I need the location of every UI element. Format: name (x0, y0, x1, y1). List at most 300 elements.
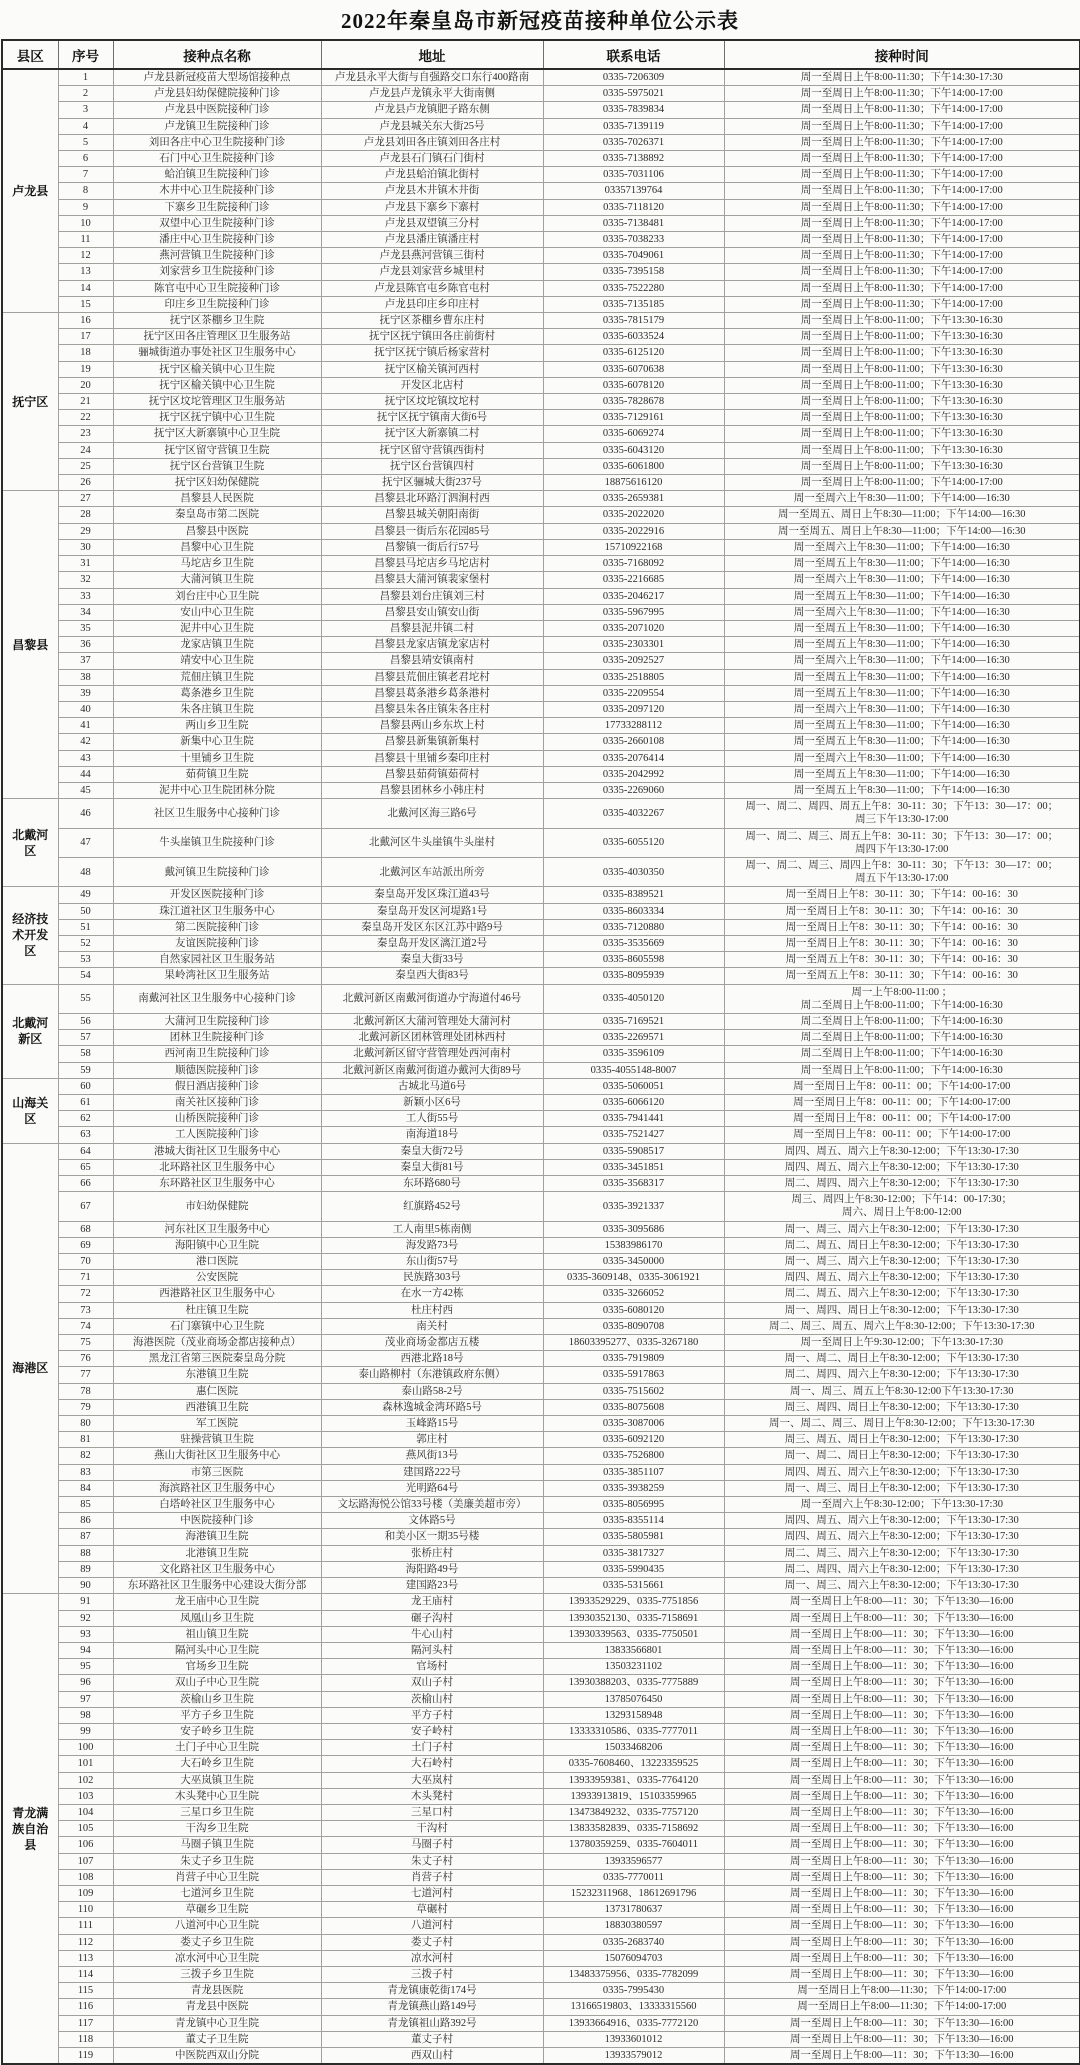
seq-cell: 54 (58, 968, 113, 984)
address-cell: 卢龙县城关东大街25号 (321, 118, 543, 134)
phone-cell: 18875616120 (543, 475, 724, 491)
time-cell: 周一至周日上午8:00—11：30；下午13:30—16:00 (724, 1675, 1080, 1691)
phone-cell: 0335-7515602 (543, 1383, 724, 1399)
phone-cell: 0335-7815179 (543, 313, 724, 329)
site-name-cell: 海港医院（茂业商场金都店接种点） (113, 1335, 321, 1351)
site-name-cell: 海港镇卫生院 (113, 1529, 321, 1545)
site-name-cell: 开发区医院接种门诊 (113, 887, 321, 903)
seq-cell: 85 (58, 1497, 113, 1513)
address-cell: 泰山路58-2号 (321, 1383, 543, 1399)
site-name-cell: 三星口乡卫生院 (113, 1804, 321, 1820)
site-name-cell: 大蒲河卫生院接种门诊 (113, 1013, 321, 1029)
phone-cell: 0335-3087006 (543, 1416, 724, 1432)
phone-cell: 13780359259、0335-7604011 (543, 1837, 724, 1853)
header-county: 县区 (2, 40, 58, 69)
phone-cell: 0335-2076414 (543, 750, 724, 766)
phone-cell: 0335-8090708 (543, 1318, 724, 1334)
time-cell: 周一至周日上午8:00-11:30；下午14:00-17:00 (724, 134, 1080, 150)
address-cell: 杜庄村西 (321, 1302, 543, 1318)
table-row (2, 1918, 1080, 1934)
time-cell: 周一至周六上午8:30-12:00；下午13:30-17:30 (724, 1497, 1080, 1513)
seq-cell: 89 (58, 1561, 113, 1577)
phone-cell: 0335-2092527 (543, 653, 724, 669)
seq-cell: 115 (58, 1983, 113, 1999)
address-cell: 北戴河区牛头崖镇牛头崖村 (321, 828, 543, 857)
time-cell: 周四、周五、周六上午8:30-12:00；下午13:30-17:30 (724, 1529, 1080, 1545)
phone-cell: 0335-3451851 (543, 1159, 724, 1175)
address-cell: 凉水河村 (321, 1950, 543, 1966)
seq-cell: 75 (58, 1335, 113, 1351)
site-name-cell: 驻操营镇卫生院 (113, 1432, 321, 1448)
phone-cell: 0335-8095939 (543, 968, 724, 984)
seq-cell: 15 (58, 296, 113, 312)
county-cell: 经济技术开发区 (2, 887, 58, 984)
site-name-cell: 戴河镇卫生院接种门诊 (113, 857, 321, 886)
site-name-cell: 市妇幼保健院 (113, 1192, 321, 1221)
site-name-cell: 大石岭乡卫生院 (113, 1756, 321, 1772)
site-name-cell: 第二医院接种门诊 (113, 919, 321, 935)
table-row (2, 1853, 1080, 1869)
address-cell: 双山子村 (321, 1675, 543, 1691)
phone-cell: 0335-2303301 (543, 637, 724, 653)
address-cell: 北戴河新区团林管理处团林西村 (321, 1030, 543, 1046)
site-name-cell: 刘家营乡卫生院接种门诊 (113, 264, 321, 280)
time-cell: 周一至周日上午8:00—11：30；下午13:30—16:00 (724, 2047, 1080, 2064)
table-row (2, 134, 1080, 150)
site-name-cell: 马圈子镇卫生院 (113, 1837, 321, 1853)
phone-cell: 0335-8075608 (543, 1399, 724, 1415)
table-body (2, 69, 1080, 2064)
table-row (2, 1159, 1080, 1175)
table-row (2, 903, 1080, 919)
address-cell: 抚宁区抚宁镇后杨家营村 (321, 345, 543, 361)
county-cell: 卢龙县 (2, 69, 58, 313)
time-cell: 周一至周五上午8:30—11:00；下午14:00—16:30 (724, 588, 1080, 604)
phone-cell: 03357139764 (543, 183, 724, 199)
time-cell: 周一至周日上午9:30-12:00；下午13:30-17:30 (724, 1335, 1080, 1351)
address-cell: 昌黎县十里铺乡秦印庄村 (321, 750, 543, 766)
address-cell: 海发路73号 (321, 1237, 543, 1253)
seq-cell: 18 (58, 345, 113, 361)
address-cell: 牛心山村 (321, 1626, 543, 1642)
address-cell: 文坛路海悦公馆33号楼（美廉美超市旁） (321, 1497, 543, 1513)
address-cell: 昌黎县城关朝阳南街 (321, 507, 543, 523)
time-cell: 周一至周日上午8:00—11：30；下午13:30—16:00 (724, 1707, 1080, 1723)
site-name-cell: 西港镇卫生院 (113, 1399, 321, 1415)
site-name-cell: 朱丈子乡卫生院 (113, 1853, 321, 1869)
time-cell: 周一至周日上午8：00-11：00；下午14:00-17:00 (724, 1127, 1080, 1143)
table-row (2, 232, 1080, 248)
time-cell: 周一、周二、周三、周日上午8:30-12:00；下午13:30-17:30 (724, 1416, 1080, 1432)
table-row (2, 653, 1080, 669)
seq-cell: 33 (58, 588, 113, 604)
seq-cell: 61 (58, 1095, 113, 1111)
table-row (2, 1143, 1080, 1159)
address-cell: 昌黎县泥井镇二村 (321, 620, 543, 636)
seq-cell: 63 (58, 1127, 113, 1143)
time-cell: 周一至周日上午8:00—11：30；下午13:30—16:00 (724, 1934, 1080, 1950)
time-cell: 周一至周日上午8：30-11：30；下午14：00-16：30 (724, 919, 1080, 935)
table-row (2, 572, 1080, 588)
site-name-cell: 两山乡卫生院 (113, 718, 321, 734)
time-cell: 周一、周二、周日上午8:30-12:00；下午13:30-17:30 (724, 1448, 1080, 1464)
table-row (2, 1192, 1080, 1221)
site-name-cell: 港口医院 (113, 1254, 321, 1270)
time-cell: 周一至周日上午8:00—11：30；下午13:30—16:00 (724, 1756, 1080, 1772)
table-row (2, 887, 1080, 903)
phone-cell: 15710922168 (543, 539, 724, 555)
seq-cell: 11 (58, 232, 113, 248)
site-name-cell: 卢龙镇卫生院接种门诊 (113, 118, 321, 134)
table-row (2, 669, 1080, 685)
phone-cell: 0335-4050120 (543, 984, 724, 1013)
seq-cell: 81 (58, 1432, 113, 1448)
seq-cell: 91 (58, 1594, 113, 1610)
table-row (2, 313, 1080, 329)
address-cell: 昌黎县大蒲河镇裴家堡村 (321, 572, 543, 588)
time-cell: 周一至周五上午8:30—11:00；下午14:00—16:30 (724, 685, 1080, 701)
seq-cell: 24 (58, 442, 113, 458)
seq-cell: 49 (58, 887, 113, 903)
phone-cell: 0335-2660108 (543, 734, 724, 750)
table-row (2, 539, 1080, 555)
time-cell: 周三、周五、周日上午8:30-12:00；下午13:30-17:30 (724, 1432, 1080, 1448)
site-name-cell: 顺德医院接种门诊 (113, 1062, 321, 1078)
seq-cell: 98 (58, 1707, 113, 1723)
table-row (2, 1902, 1080, 1918)
address-cell: 碾子沟村 (321, 1610, 543, 1626)
time-cell: 周一至周日上午8:00—11：30；下午13:30—16:00 (724, 1966, 1080, 1982)
site-name-cell: 中医院西双山分院 (113, 2047, 321, 2064)
table-row (2, 1691, 1080, 1707)
phone-cell: 0335-2042992 (543, 766, 724, 782)
county-cell: 抚宁区 (2, 313, 58, 491)
site-name-cell: 朱各庄镇卫生院 (113, 701, 321, 717)
address-cell: 秦皇岛开发区河堤路1号 (321, 903, 543, 919)
time-cell: 周一至周五、周日上午8:30—11:00；下午14:00—16:30 (724, 523, 1080, 539)
address-cell: 西双山村 (321, 2047, 543, 2064)
address-cell: 抚宁区抚宁镇田各庄前街村 (321, 329, 543, 345)
site-name-cell: 昌黎中心卫生院 (113, 539, 321, 555)
time-cell: 周一、周二、周三、周四上午8：30-11：30；下午13：30—17：00； 周五下午13:30-17:00 (724, 857, 1080, 886)
seq-cell: 101 (58, 1756, 113, 1772)
time-cell: 周一至周五上午8：30-11：30；下午14：00-16：30 (724, 952, 1080, 968)
table-row (2, 685, 1080, 701)
phone-cell: 13503231102 (543, 1659, 724, 1675)
table-row (2, 1062, 1080, 1078)
site-name-cell: 木井中心卫生院接种门诊 (113, 183, 321, 199)
seq-cell: 40 (58, 701, 113, 717)
site-name-cell: 军工医院 (113, 1416, 321, 1432)
phone-cell: 0335-6078120 (543, 377, 724, 393)
table-row (2, 1885, 1080, 1901)
table-row (2, 1594, 1080, 1610)
time-cell: 周一至周日上午8:00—11：30；下午13:30—16:00 (724, 1950, 1080, 1966)
table-row (2, 1335, 1080, 1351)
phone-cell: 0335-7135185 (543, 296, 724, 312)
phone-cell: 0335-7168092 (543, 556, 724, 572)
site-name-cell: 大蒲河镇卫生院 (113, 572, 321, 588)
table-row (2, 782, 1080, 798)
time-cell: 周一至周日上午8:00-11:00；下午13:30-16:30 (724, 410, 1080, 426)
time-cell: 周一至周五上午8:30—11:00；下午14:00—16:30 (724, 766, 1080, 782)
phone-cell: 0335-8603334 (543, 903, 724, 919)
table-row (2, 523, 1080, 539)
site-name-cell: 刘田各庄中心卫生院接种门诊 (113, 134, 321, 150)
seq-cell: 104 (58, 1804, 113, 1820)
seq-cell: 95 (58, 1659, 113, 1675)
phone-cell: 0335-5805981 (543, 1529, 724, 1545)
seq-cell: 67 (58, 1192, 113, 1221)
address-cell: 青龙镇燕山路149号 (321, 1999, 543, 2015)
time-cell: 周四、周五、周六上午8:30-12:00；下午13:30-17:30 (724, 1159, 1080, 1175)
address-cell: 西港北路18号 (321, 1351, 543, 1367)
address-cell: 昌黎县刘台庄镇刘三村 (321, 588, 543, 604)
table-row (2, 1788, 1080, 1804)
time-cell: 周一至周日上午8:00—11：30；下午13:30—16:00 (724, 1642, 1080, 1658)
site-name-cell: 祖山镇卫生院 (113, 1626, 321, 1642)
seq-cell: 21 (58, 394, 113, 410)
site-name-cell: 北环路社区卫生服务中心 (113, 1159, 321, 1175)
table-row (2, 248, 1080, 264)
address-cell: 卢龙县潘庄镇潘庄村 (321, 232, 543, 248)
site-name-cell: 西港路社区卫生服务中心 (113, 1286, 321, 1302)
time-cell: 周一至周日上午8：30-11：30；下午14：00-16：30 (724, 887, 1080, 903)
phone-cell: 0335-7770011 (543, 1869, 724, 1885)
table-row (2, 1448, 1080, 1464)
table-row (2, 410, 1080, 426)
seq-cell: 74 (58, 1318, 113, 1334)
time-cell: 周一至周五上午8:30—11:00；下午14:00—16:30 (724, 637, 1080, 653)
address-cell: 卢龙县卢龙镇肥子路东侧 (321, 102, 543, 118)
site-name-cell: 中医院接种门诊 (113, 1513, 321, 1529)
phone-cell: 0335-6033524 (543, 329, 724, 345)
site-name-cell: 肖营子中心卫生院 (113, 1869, 321, 1885)
time-cell: 周四、周五、周六上午8:30-12:00；下午13:30-17:30 (724, 1270, 1080, 1286)
time-cell: 周一至周六上午8:30—11:00；下午14:00—16:30 (724, 491, 1080, 507)
phone-cell: 0335-5990435 (543, 1561, 724, 1577)
address-cell: 泰山路柳村（东港镇政府东侧） (321, 1367, 543, 1383)
phone-cell: 17733288112 (543, 718, 724, 734)
address-cell: 红旗路452号 (321, 1192, 543, 1221)
time-cell: 周一至周五上午8:30—11:00；下午14:00—16:30 (724, 782, 1080, 798)
seq-cell: 68 (58, 1221, 113, 1237)
seq-cell: 35 (58, 620, 113, 636)
seq-cell: 45 (58, 782, 113, 798)
seq-cell: 20 (58, 377, 113, 393)
site-name-cell: 蛤泊镇卫生院接种门诊 (113, 167, 321, 183)
seq-cell: 84 (58, 1480, 113, 1496)
time-cell: 周二、周五、周六上午8:30-12:00；下午13:30-17:30 (724, 1286, 1080, 1302)
address-cell: 张桥庄村 (321, 1545, 543, 1561)
address-cell: 大巫岚村 (321, 1772, 543, 1788)
seq-cell: 105 (58, 1821, 113, 1837)
phone-cell: 13483375956、0335-7782099 (543, 1966, 724, 1982)
time-cell: 周二、周四、周六上午8:30-12:00；下午13:30-17:30 (724, 1367, 1080, 1383)
seq-cell: 80 (58, 1416, 113, 1432)
phone-cell: 0335-7828678 (543, 394, 724, 410)
time-cell: 周一至周日上午8:00-11:00；下午13:30-16:30 (724, 345, 1080, 361)
seq-cell: 10 (58, 215, 113, 231)
table-row (2, 828, 1080, 857)
time-cell: 周一至周日上午8:00-11:30；下午14:00-17:00 (724, 199, 1080, 215)
seq-cell: 90 (58, 1578, 113, 1594)
seq-cell: 102 (58, 1772, 113, 1788)
table-row (2, 984, 1080, 1013)
time-cell: 周一至周六上午8:30—11:00；下午14:00—16:30 (724, 539, 1080, 555)
table-row (2, 167, 1080, 183)
table-row (2, 1707, 1080, 1723)
phone-cell: 0335-7118120 (543, 199, 724, 215)
time-cell: 周一至周日上午8:00-11:30；下午14:00-17:00 (724, 86, 1080, 102)
table-row (2, 199, 1080, 215)
seq-cell: 34 (58, 604, 113, 620)
seq-cell: 119 (58, 2047, 113, 2064)
phone-cell: 0335-7395158 (543, 264, 724, 280)
vaccination-sites-table (1, 39, 1080, 2065)
time-cell: 周一至周日上午8:00—11：30；下午13:30—16:00 (724, 2015, 1080, 2031)
seq-cell: 16 (58, 313, 113, 329)
seq-cell: 62 (58, 1111, 113, 1127)
time-cell: 周一至周日上午8:00-11:00；下午13:30-16:30 (724, 442, 1080, 458)
phone-cell: 0335-5908517 (543, 1143, 724, 1159)
county-cell: 青龙满族自治县 (2, 1594, 58, 2064)
address-cell: 玉峰路15号 (321, 1416, 543, 1432)
site-name-cell: 官场乡卫生院 (113, 1659, 321, 1675)
address-cell: 抚宁区榆关镇河西村 (321, 361, 543, 377)
site-name-cell: 干沟乡卫生院 (113, 1821, 321, 1837)
time-cell: 周一、周三、周日上午8:30-12:00；下午13:30-17:30 (724, 1480, 1080, 1496)
site-name-cell: 抚宁区台营镇卫生院 (113, 458, 321, 474)
seq-cell: 118 (58, 2031, 113, 2047)
table-row (2, 1804, 1080, 1820)
table-row (2, 69, 1080, 86)
time-cell: 周一至周日上午8:00—11：30；下午13:30—16:00 (724, 1740, 1080, 1756)
time-cell: 周四、周五、周六上午8:30-12:00；下午13:30-17:30 (724, 1464, 1080, 1480)
address-cell: 卢龙县刘家营乡城里村 (321, 264, 543, 280)
site-name-cell: 昌黎县中医院 (113, 523, 321, 539)
seq-cell: 86 (58, 1513, 113, 1529)
seq-cell: 107 (58, 1853, 113, 1869)
time-cell: 周一至周六上午8:30—11:00；下午14:00—16:30 (724, 653, 1080, 669)
time-cell: 周一至周五上午8：30-11：30；下午14：00-16：30 (724, 968, 1080, 984)
site-name-cell: 潘庄中心卫生院接种门诊 (113, 232, 321, 248)
table-row (2, 1432, 1080, 1448)
time-cell: 周三、周四上午8:30-12:00；下午14：00-17:30； 周六、周日上午8:00-12:00 (724, 1192, 1080, 1221)
header-time: 接种时间 (724, 40, 1080, 69)
phone-cell: 0335-7049061 (543, 248, 724, 264)
table-row (2, 1529, 1080, 1545)
phone-cell: 0335-5967995 (543, 604, 724, 620)
time-cell: 周一至周日上午8:00-11:30；下午14:00-17:00 (724, 151, 1080, 167)
phone-cell: 0335-7941441 (543, 1111, 724, 1127)
site-name-cell: 木头凳中心卫生院 (113, 1788, 321, 1804)
table-row (2, 1999, 1080, 2015)
table-row (2, 394, 1080, 410)
site-name-cell: 果岭湾社区卫生服务站 (113, 968, 321, 984)
site-name-cell: 葛条港乡卫生院 (113, 685, 321, 701)
time-cell: 周一至周日上午8:00—11：30；下午13:30—16:00 (724, 1659, 1080, 1675)
address-cell: 昌黎县靖安镇南村 (321, 653, 543, 669)
site-name-cell: 安子岭乡卫生院 (113, 1723, 321, 1739)
site-name-cell: 市第三医院 (113, 1464, 321, 1480)
address-cell: 秦皇岛开发区漓江道2号 (321, 935, 543, 951)
phone-cell: 13731780637 (543, 1902, 724, 1918)
site-name-cell: 抚宁区妇幼保健院 (113, 475, 321, 491)
table-row (2, 1286, 1080, 1302)
address-cell: 燕风街13号 (321, 1448, 543, 1464)
seq-cell: 96 (58, 1675, 113, 1691)
table-row (2, 1013, 1080, 1029)
site-name-cell: 茨榆山乡卫生院 (113, 1691, 321, 1707)
phone-cell: 0335-6080120 (543, 1302, 724, 1318)
phone-cell: 13933664916、0335-7772120 (543, 2015, 724, 2031)
site-name-cell: 抚宁区榆关镇中心卫生院 (113, 377, 321, 393)
site-name-cell: 牛头崖镇卫生院接种门诊 (113, 828, 321, 857)
time-cell: 周一至周日上午8:00-11:30；下午14:00-17:00 (724, 296, 1080, 312)
address-cell: 光明路64号 (321, 1480, 543, 1496)
address-cell: 卢龙县木井镇木井街 (321, 183, 543, 199)
address-cell: 昌黎镇一街后行57号 (321, 539, 543, 555)
time-cell: 周一至周六上午8:30—11:00；下午14:00—16:30 (724, 750, 1080, 766)
phone-cell: 0335-2046217 (543, 588, 724, 604)
site-name-cell: 燕河营镇卫生院接种门诊 (113, 248, 321, 264)
time-cell: 周二、周四、周六上午8:30-12:00；下午13:30-17:30 (724, 1561, 1080, 1577)
address-cell: 东山街57号 (321, 1254, 543, 1270)
address-cell: 北戴河区车站派出所旁 (321, 857, 543, 886)
header-phone: 联系电话 (543, 40, 724, 69)
seq-cell: 83 (58, 1464, 113, 1480)
phone-cell: 18830380597 (543, 1918, 724, 1934)
seq-cell: 70 (58, 1254, 113, 1270)
address-cell: 草碾村 (321, 1902, 543, 1918)
seq-cell: 39 (58, 685, 113, 701)
page-title: 2022年秦皇岛市新冠疫苗接种单位公示表 (341, 9, 739, 33)
seq-cell: 69 (58, 1237, 113, 1253)
address-cell: 民族路303号 (321, 1270, 543, 1286)
address-cell: 抚宁区茶棚乡曹东庄村 (321, 313, 543, 329)
time-cell: 周一至周日上午8:00—11：30；下午13:30—16:00 (724, 1837, 1080, 1853)
site-name-cell: 卢龙县妇幼保健院接种门诊 (113, 86, 321, 102)
phone-cell: 0335-5917863 (543, 1367, 724, 1383)
phone-cell: 13933529229、0335-7751856 (543, 1594, 724, 1610)
address-cell: 秦皇岛开发区东区江苏中路9号 (321, 919, 543, 935)
phone-cell: 0335-8389521 (543, 887, 724, 903)
seq-cell: 53 (58, 952, 113, 968)
site-name-cell: 七道河乡卫生院 (113, 1885, 321, 1901)
phone-cell: 13933601012 (543, 2031, 724, 2047)
header-address: 地址 (321, 40, 543, 69)
site-name-cell: 海阳镇中心卫生院 (113, 1237, 321, 1253)
site-name-cell: 凤凰山乡卫生院 (113, 1610, 321, 1626)
table-header-row (2, 40, 1080, 69)
site-name-cell: 海滨路社区卫生服务中心 (113, 1480, 321, 1496)
county-cell: 北戴河区 (2, 799, 58, 887)
phone-cell: 0335-7522280 (543, 280, 724, 296)
table-row (2, 1351, 1080, 1367)
site-name-cell: 抚宁区茶棚乡卫生院 (113, 313, 321, 329)
site-name-cell: 荒佃庄镇卫生院 (113, 669, 321, 685)
phone-cell: 0335-2518805 (543, 669, 724, 685)
address-cell: 昌黎县团林乡小韩庄村 (321, 782, 543, 798)
address-cell: 官场村 (321, 1659, 543, 1675)
address-cell: 北戴河新区大蒲河管理处大蒲河村 (321, 1013, 543, 1029)
site-name-cell: 泥井中心卫生院 (113, 620, 321, 636)
seq-cell: 66 (58, 1176, 113, 1192)
phone-cell: 13333310586、0335-7777011 (543, 1723, 724, 1739)
table-row (2, 1561, 1080, 1577)
phone-cell: 0335-7026371 (543, 134, 724, 150)
